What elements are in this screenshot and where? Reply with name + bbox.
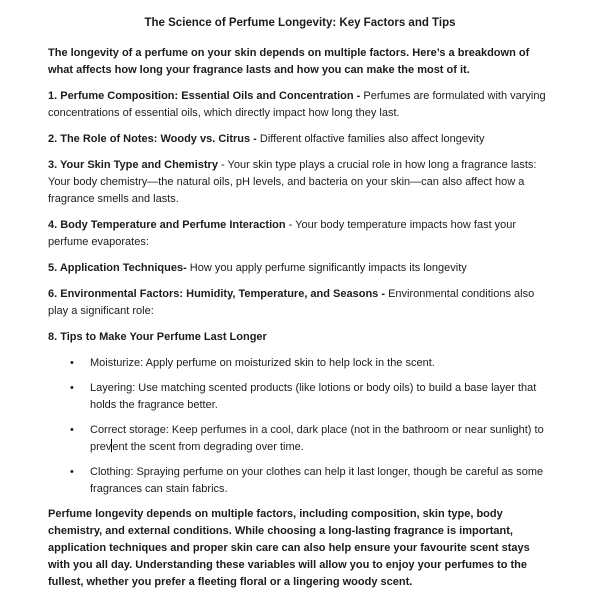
section-body: Environmental conditions also play a significant role: [48,288,535,317]
conclusion-paragraph[interactable]: Perfume longevity depends on multiple factors, including composition, skin type, body chemistry, and external conditions. While choosing a long-lasting fragrance is important, application techniques and proper skin care can also help ensure your favourite scent stays with you all day. Understanding these variables will allow you to enjoy your perfumes to the fullest, whether you prefer a fleeting floral or a lingering woody scent. [48,508,530,588]
bullet-icon: • [70,382,74,394]
section-paragraph-2[interactable] [48,131,552,148]
section-body: Perfumes are formulated with varying concentrations of essential oils, which directly impact how long they last. [48,90,546,119]
section-paragraph-5[interactable] [48,260,552,277]
section-body: - Your body temperature impacts how fast your perfume evaporates: [48,219,517,248]
section-body: How you apply perfume significantly impacts its longevity [186,262,467,274]
section-lead: 3. Your Skin Type and Chemistry [48,159,218,171]
document-title[interactable]: The Science of Perfume Longevity: Key Factors and Tips [144,17,456,29]
list-item[interactable] [70,380,552,414]
section-lead: 5. Application Techniques- [48,262,187,274]
section-lead: 1. Perfume Composition: Essential Oils and Concentration - [48,90,361,102]
section-paragraph-6[interactable] [48,286,552,320]
bullet-icon: • [70,424,74,436]
list-item[interactable] [70,355,552,372]
section-paragraph-4[interactable] [48,217,552,251]
intro-paragraph[interactable]: The longevity of a perfume on your skin depends on multiple factors. Here’s a breakdown of what affects how long your fragrance lasts and how you can make the most of it. [48,47,530,76]
list-item-text: Moisturize: Apply perfume on moisturized skin to help lock in the scent. [90,357,435,369]
tips-heading[interactable]: 8. Tips to Make Your Perfume Last Longer [48,331,267,343]
list-item[interactable] [70,422,552,456]
section-paragraph-3[interactable] [48,157,552,208]
section-body: Different olfactive families also affect longevity [256,133,485,145]
section-lead: 4. Body Temperature and Perfume Interaction [48,219,286,231]
section-lead: 2. The Role of Notes: Woody vs. Citrus - [48,133,257,145]
bullet-icon: • [70,357,74,369]
list-item[interactable] [70,464,552,498]
list-item-text [90,424,544,453]
section-body: - Your skin type plays a crucial role in how long a fragrance lasts: Your body chemistry—the natural oils, pH levels, and bacteria on your skin—can also affect how a fragrance smells and lasts. [48,159,537,205]
list-item-text: Clothing: Spraying perfume on your clothes can help it last longer, though be careful as some fragrances can stain fabrics. [90,466,544,495]
section-lead: 6. Environmental Factors: Humidity, Temperature, and Seasons - [48,288,386,300]
text-before-cursor: Correct storage: Keep perfumes in a cool, dark place (not in the bathroom or near sunlight) to prev [90,424,544,453]
bullet-icon: • [70,466,74,478]
list-item-text: Layering: Use matching scented products (like lotions or body oils) to build a base layer that holds the fragrance better. [90,382,537,411]
tips-list [48,355,552,498]
text-after-cursor: ent the scent from degrading over time. [112,441,304,453]
section-paragraph-1[interactable] [48,88,552,122]
